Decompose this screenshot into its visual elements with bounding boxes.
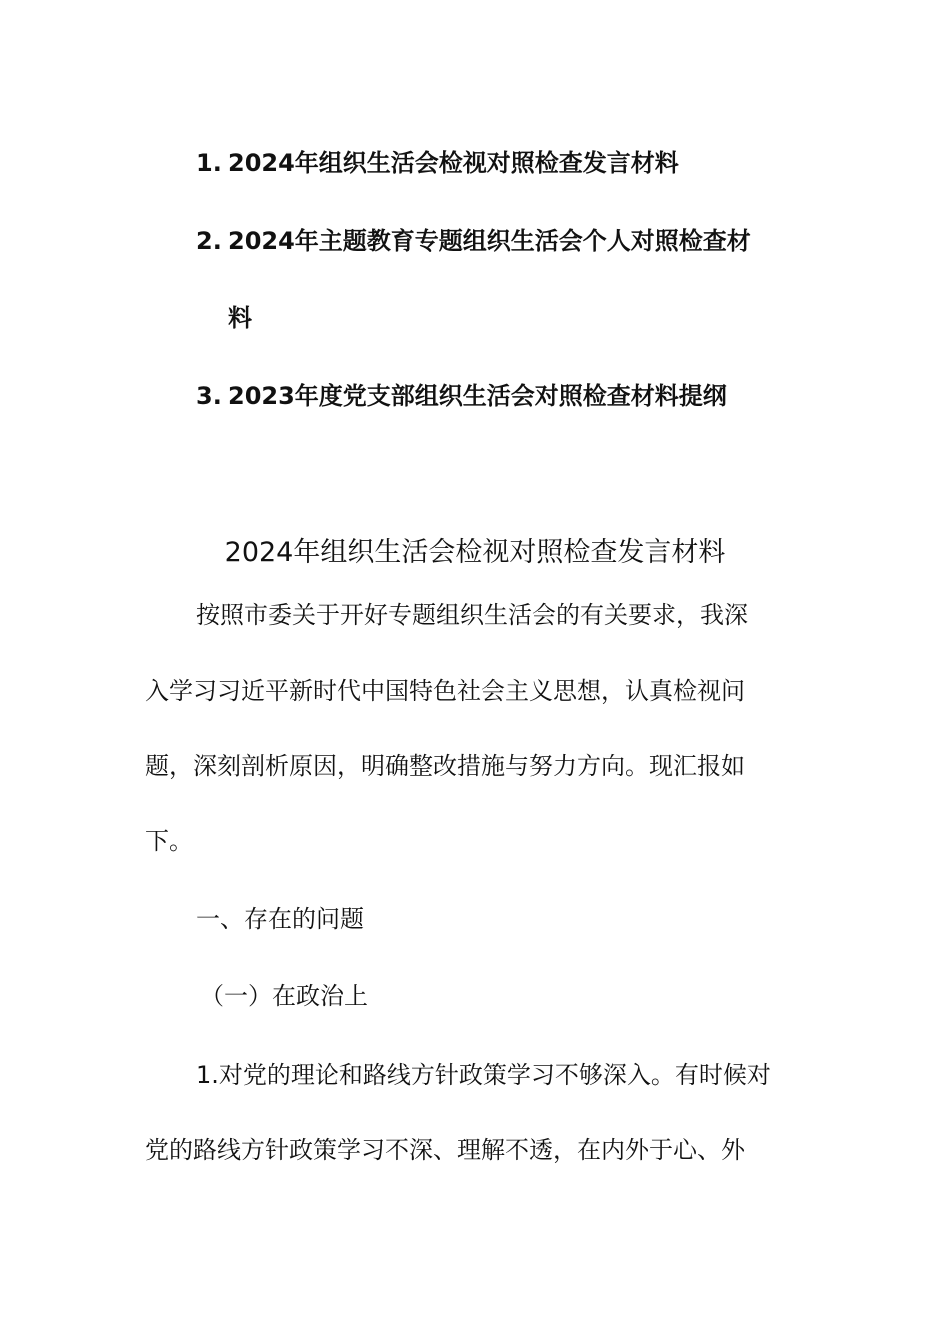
subsection-heading: （一）在政治上	[200, 982, 368, 1010]
toc-item-number: 1.	[196, 149, 222, 177]
toc-item-number: 2.	[196, 227, 222, 255]
section-heading: 一、存在的问题	[196, 905, 364, 933]
paragraph-line: 党的路线方针政策学习不深、理解不透，在内外于心、外	[145, 1136, 745, 1164]
toc-item-text: 2024年组织生活会检视对照检查发言材料	[228, 149, 679, 177]
toc-item-1	[196, 151, 679, 175]
paragraph-line: 下。	[145, 827, 193, 855]
toc-item-number: 3.	[196, 382, 222, 410]
toc-item-text: 2023年度党支部组织生活会对照检查材料提纲	[228, 382, 727, 410]
toc-item-3	[196, 384, 727, 408]
paragraph-line: 题，深刻剖析原因，明确整改措施与努力方向。现汇报如	[145, 752, 745, 780]
article-title: 2024年组织生活会检视对照检查发言材料	[224, 537, 726, 568]
paragraph-line: 按照市委关于开好专题组织生活会的有关要求，我深	[196, 601, 748, 629]
toc-item-text: 2024年主题教育专题组织生活会个人对照检查材	[228, 227, 751, 255]
paragraph-line: 1.对党的理论和路线方针政策学习不够深入。有时候对	[196, 1061, 771, 1089]
paragraph-line: 入学习习近平新时代中国特色社会主义思想，认真检视问	[145, 677, 745, 705]
toc-item-2-continuation: 料	[228, 304, 252, 332]
toc-item-2	[196, 229, 751, 253]
